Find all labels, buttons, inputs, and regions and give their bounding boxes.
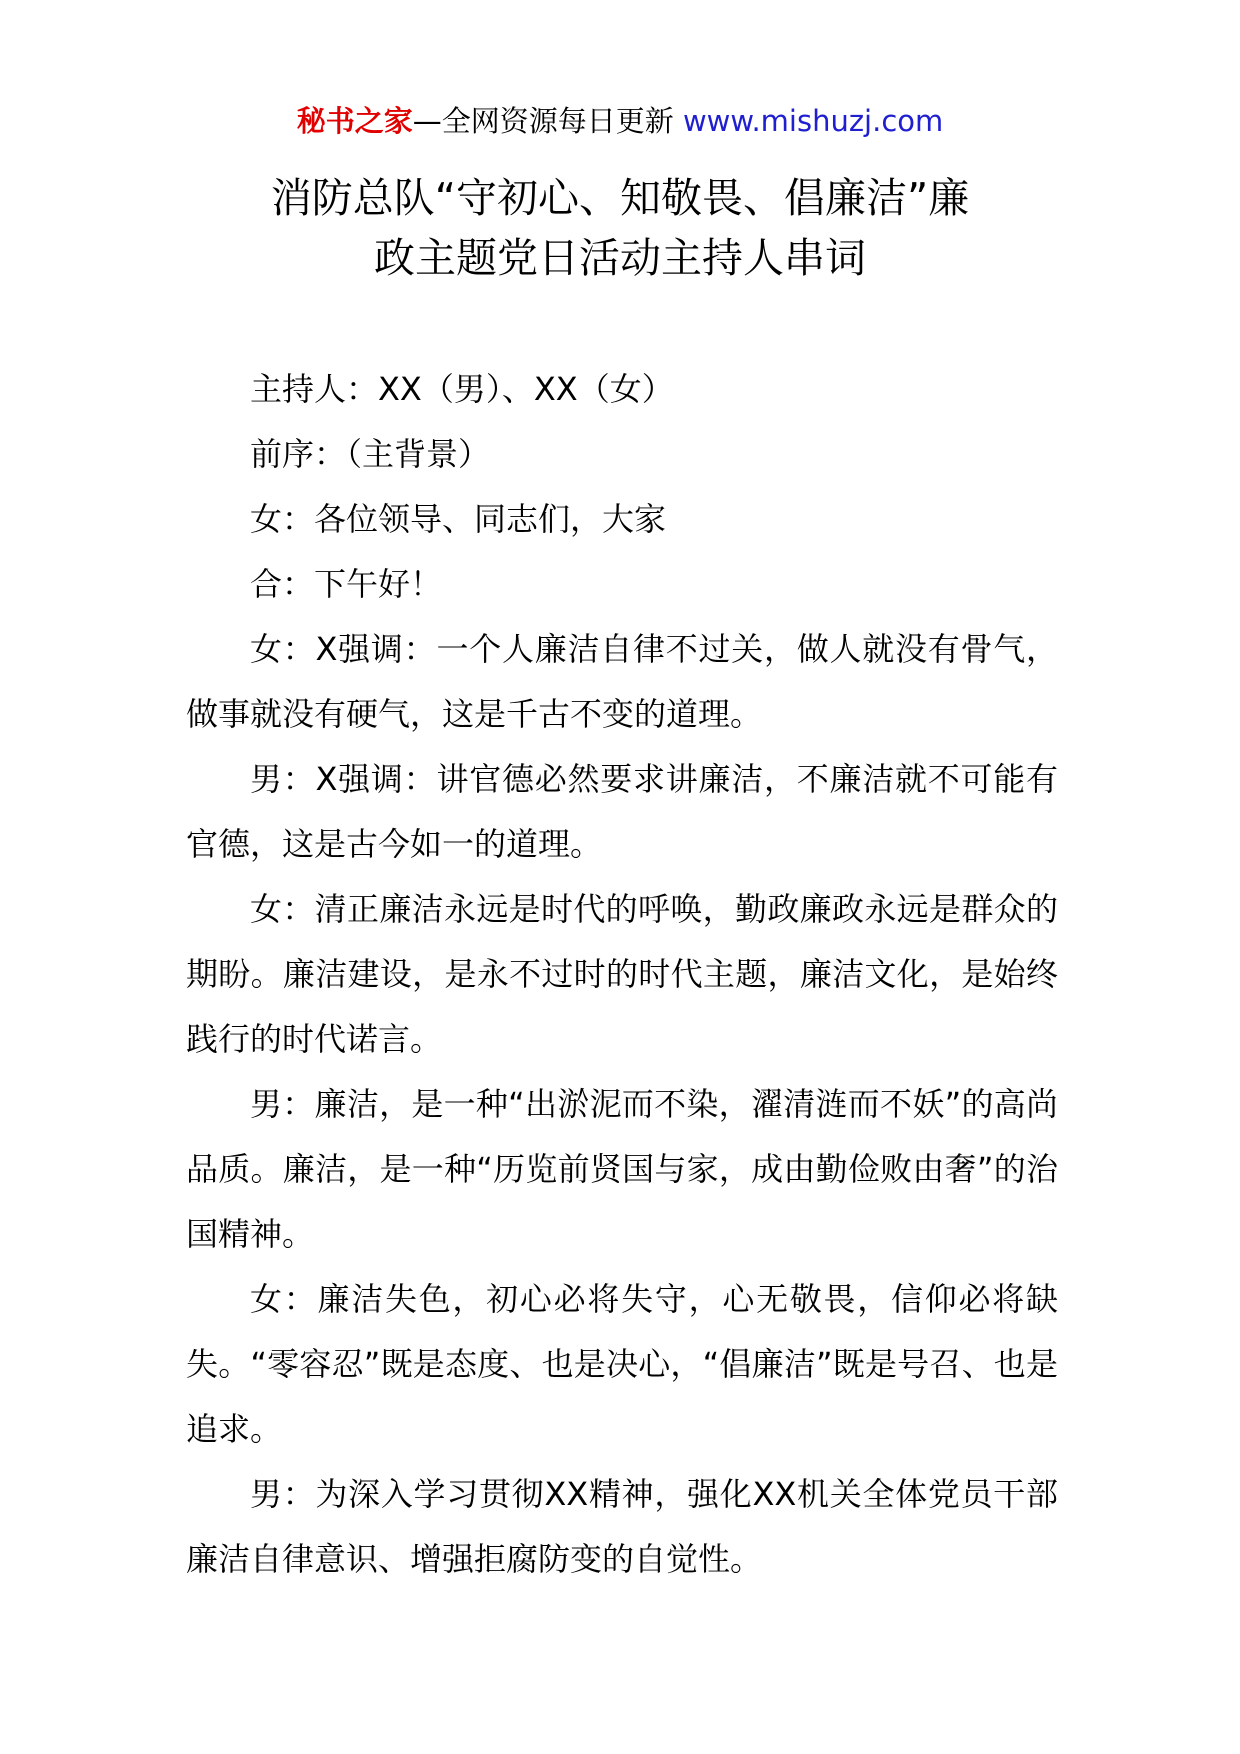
paragraph: 女：X强调：一个人廉洁自律不过关，做人就没有骨气，做事就没有硬气，这是千古不变的道理。	[186, 630, 1058, 733]
paragraph: 合：下午好！	[250, 565, 443, 603]
paragraph: 男：为深入学习贯彻XX精神，强化XX机关全体党员干部廉洁自律意识、增强拒腐防变的自觉性。	[186, 1475, 1058, 1578]
document-title	[150, 168, 1090, 288]
site-header	[0, 101, 1240, 141]
document-body	[186, 357, 1058, 1592]
paragraph: 男：廉洁，是一种“出淤泥而不染，濯清涟而不妖”的高尚品质。廉洁，是一种“历览前贤国与家，成由勤俭败由奢”的治国精神。	[186, 1085, 1058, 1253]
paragraph-hosts: 主持人：XX（男）、XX（女）	[250, 370, 674, 408]
paragraph: 男：X强调：讲官德必然要求讲廉洁，不廉洁就不可能有官德，这是古今如一的道理。	[186, 760, 1058, 863]
paragraph: 女：廉洁失色，初心必将失守，心无敬畏，信仰必将缺失。“零容忍”既是态度、也是决心，“倡廉洁”既是号召、也是追求。	[186, 1280, 1058, 1448]
header-tagline: —全网资源每日更新	[412, 104, 674, 138]
title-line-2: 政主题党日活动主持人串词	[374, 234, 866, 282]
title-line-1: 消防总队“守初心、知敬畏、倡廉洁”廉	[270, 174, 970, 222]
paragraph: 女：各位领导、同志们，大家	[250, 500, 667, 538]
brand-name: 秘书之家	[296, 104, 413, 138]
site-url-link[interactable]: www.mishuzj.com	[682, 104, 944, 138]
paragraph: 女：清正廉洁永远是时代的呼唤，勤政廉政永远是群众的期盼。廉洁建设，是永不过时的时代主题，廉洁文化，是始终践行的时代诺言。	[186, 890, 1058, 1058]
paragraph-prelude: 前序：（主背景）	[250, 435, 491, 473]
